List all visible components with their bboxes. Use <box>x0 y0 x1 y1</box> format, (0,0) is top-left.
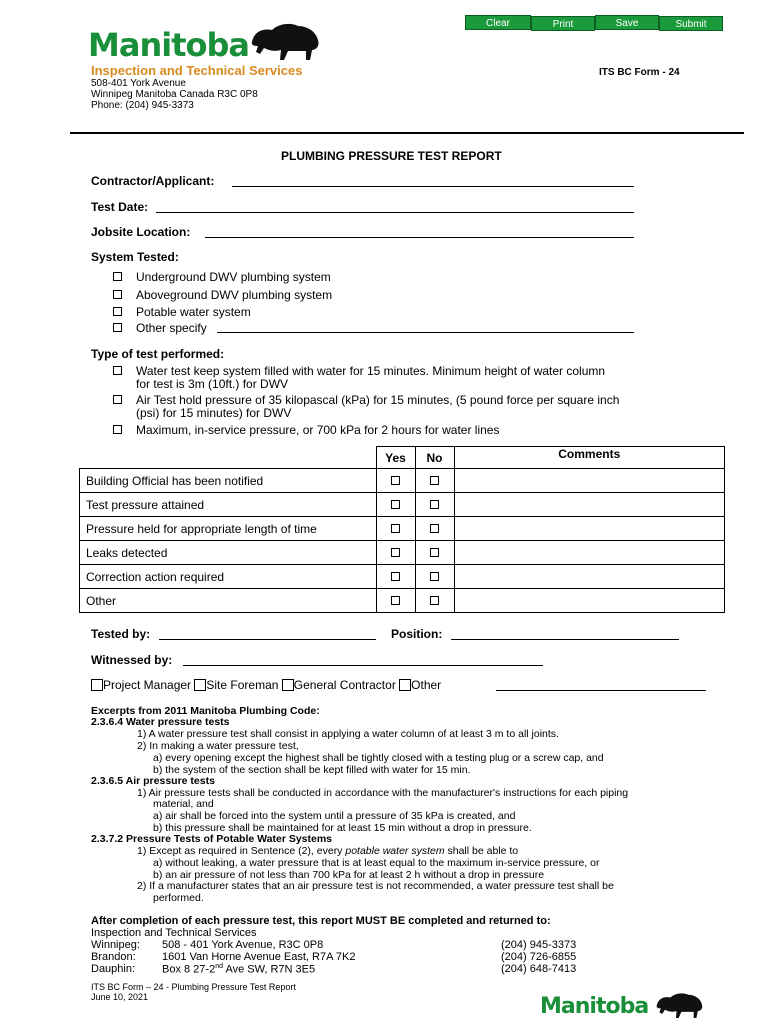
address-line-1: 508-401 York Avenue <box>91 78 186 89</box>
checkbox[interactable] <box>113 425 122 434</box>
option-label: (psi) for 15 minutes) for DWV <box>136 406 292 420</box>
excerpt-line: 1) Except as required in Sentence (2), every potable water system shall be able to <box>137 845 519 857</box>
checkbox[interactable] <box>113 366 122 375</box>
footer-date: June 10, 2021 <box>91 992 149 1002</box>
role-options <box>91 678 441 692</box>
office-city: Dauphin: <box>91 963 136 975</box>
yes-checkbox[interactable] <box>391 548 400 557</box>
org-name: Inspection and Technical Services <box>91 63 303 78</box>
position-field[interactable] <box>451 639 679 640</box>
option-label: Underground DWV plumbing system <box>136 270 331 284</box>
checkbox[interactable] <box>113 290 122 299</box>
row-label: Pressure held for appropriate length of time <box>80 517 377 541</box>
return-org: Inspection and Technical Services <box>91 927 257 939</box>
yes-checkbox[interactable] <box>391 476 400 485</box>
comments-cell[interactable] <box>454 565 725 589</box>
contractor-field[interactable] <box>232 186 634 187</box>
option-label: Potable water system <box>136 305 251 319</box>
yes-checkbox[interactable] <box>391 596 400 605</box>
excerpt-line: a) without leaking, a water pressure that is at least equal to the maximum in-service pressure, or <box>153 857 600 869</box>
checklist-table <box>79 446 725 613</box>
excerpt-line: b) this pressure shall be maintained for at least 15 min without a drop in pressure. <box>153 822 532 834</box>
position-label: Position: <box>391 627 443 641</box>
no-checkbox[interactable] <box>430 548 439 557</box>
office-address: 508 - 401 York Avenue, R3C 0P8 <box>162 939 324 951</box>
comments-cell[interactable] <box>454 541 725 565</box>
table-row <box>80 565 725 589</box>
checkbox[interactable] <box>113 395 122 404</box>
row-label: Leaks detected <box>80 541 377 565</box>
role-checkbox[interactable] <box>399 679 411 691</box>
table-header-row <box>80 447 725 469</box>
role-label: Project Manager <box>103 678 192 692</box>
jobsite-label: Jobsite Location: <box>91 225 191 239</box>
table-row <box>80 589 725 613</box>
tested-by-label: Tested by: <box>91 627 151 641</box>
option-label: for test is 3m (10ft.) for DWV <box>136 377 289 391</box>
excerpt-line: a) every opening except the highest shall be tightly closed with a testing plug or a screw cap, and <box>153 752 604 764</box>
office-address: Box 8 27-2nd Ave SW, R7N 3E5 <box>162 963 316 976</box>
witnessed-by-label: Witnessed by: <box>91 653 173 667</box>
table-row <box>80 541 725 565</box>
print-button[interactable]: Print <box>531 16 595 31</box>
return-heading: After completion of each pressure test, this report MUST BE completed and returned to: <box>91 915 551 927</box>
excerpt-line: 2) If a manufacturer states that an air pressure test is not recommended, a water pressure test shall be <box>137 880 614 892</box>
table-row <box>80 493 725 517</box>
option-label: Other specify <box>136 321 207 335</box>
office-address: 1601 Van Horne Avenue East, R7A 7K2 <box>162 951 356 963</box>
section-title: 2.3.6.5 Air pressure tests <box>91 775 215 787</box>
blank-header <box>80 447 377 469</box>
row-label: Other <box>80 589 377 613</box>
role-checkbox[interactable] <box>194 679 206 691</box>
option-label: Aboveground DWV plumbing system <box>136 288 333 302</box>
office-phone: (204) 945-3373 <box>501 939 577 951</box>
comments-header: Comments <box>454 447 725 469</box>
excerpts-heading: Excerpts from 2011 Manitoba Plumbing Code: <box>91 705 320 717</box>
excerpt-line: a) air shall be forced into the system until a pressure of 35 kPa is created, and <box>153 810 516 822</box>
option-label: Water test keep system filled with water for 15 minutes. Minimum height of water column <box>136 364 606 378</box>
yes-checkbox[interactable] <box>391 572 400 581</box>
form-id: ITS BC Form - 24 <box>599 67 680 78</box>
jobsite-field[interactable] <box>205 237 634 238</box>
footer-form: ITS BC Form – 24 - Plumbing Pressure Test Report <box>91 982 296 992</box>
header-divider <box>70 132 744 134</box>
no-checkbox[interactable] <box>430 572 439 581</box>
excerpt-line: 1) A water pressure test shall consist in applying a water column of at least 3 m to all joints. <box>137 728 559 740</box>
excerpt-line: b) an air pressure of not less than 700 kPa for at least 2 h without a drop in pressure <box>153 869 545 881</box>
clear-button[interactable]: Clear <box>465 15 531 30</box>
save-button[interactable]: Save <box>595 15 659 30</box>
contractor-label: Contractor/Applicant: <box>91 174 215 188</box>
yes-checkbox[interactable] <box>391 500 400 509</box>
footer-logo: Manitoba <box>540 994 649 1019</box>
witnessed-by-field[interactable] <box>183 665 543 666</box>
submit-button[interactable]: Submit <box>659 16 723 31</box>
test-date-field[interactable] <box>156 212 634 213</box>
yes-header: Yes <box>376 447 415 469</box>
table-row <box>80 517 725 541</box>
role-label: Other <box>411 678 442 692</box>
excerpt-line: b) the system of the section shall be kept filled with water for 15 min. <box>153 764 471 776</box>
excerpt-line: 2) In making a water pressure test, <box>137 740 299 752</box>
page-title: PLUMBING PRESSURE TEST REPORT <box>281 149 502 163</box>
no-checkbox[interactable] <box>430 596 439 605</box>
role-label: General Contractor <box>293 678 396 692</box>
comments-cell[interactable] <box>454 493 725 517</box>
yes-checkbox[interactable] <box>391 524 400 533</box>
row-label: Test pressure attained <box>80 493 377 517</box>
checkbox[interactable] <box>113 307 122 316</box>
excerpt-line: 1) Air pressure tests shall be conducted in accordance with the manufacturer's instructions for each piping <box>137 787 629 799</box>
row-label: Correction action required <box>80 565 377 589</box>
no-header: No <box>415 447 454 469</box>
office-phone: (204) 648-7413 <box>501 963 577 975</box>
checkbox[interactable] <box>113 323 122 332</box>
comments-cell[interactable] <box>454 517 725 541</box>
comments-cell[interactable] <box>454 589 725 613</box>
test-date-label: Test Date: <box>91 200 149 214</box>
bison-icon <box>248 20 324 62</box>
table-row <box>80 469 725 493</box>
address-line-2: Winnipeg Manitoba Canada R3C 0P8 <box>91 89 258 100</box>
other-role-field[interactable] <box>496 690 706 691</box>
phone: Phone: (204) 945-3373 <box>91 100 194 111</box>
other-specify-field[interactable] <box>217 332 634 333</box>
section-title: 2.3.7.2 Pressure Tests of Potable Water Systems <box>91 833 333 845</box>
role-checkbox[interactable] <box>91 679 103 691</box>
tested-by-field[interactable] <box>159 639 376 640</box>
bison-icon <box>654 990 706 1020</box>
no-checkbox[interactable] <box>430 500 439 509</box>
office-phone: (204) 726-6855 <box>501 951 577 963</box>
office-city: Brandon: <box>91 951 136 963</box>
role-label: Site Foreman <box>206 678 279 692</box>
manitoba-logo: Manitoba <box>88 26 249 64</box>
excerpt-line: performed. <box>153 892 204 904</box>
test-type-heading: Type of test performed: <box>91 347 225 361</box>
checkbox[interactable] <box>113 272 122 281</box>
row-label: Building Official has been notified <box>80 469 377 493</box>
office-city: Winnipeg: <box>91 939 140 951</box>
option-label: Maximum, in-service pressure, or 700 kPa for 2 hours for water lines <box>136 423 500 437</box>
option-label: Air Test hold pressure of 35 kilopascal (kPa) for 15 minutes, (5 pound force per square inch <box>136 393 620 407</box>
excerpt-line: material, and <box>153 798 214 810</box>
system-tested-heading: System Tested: <box>91 250 179 264</box>
no-checkbox[interactable] <box>430 524 439 533</box>
section-title: 2.3.6.4 Water pressure tests <box>91 716 230 728</box>
role-checkbox[interactable] <box>282 679 294 691</box>
comments-cell[interactable] <box>454 469 725 493</box>
no-checkbox[interactable] <box>430 476 439 485</box>
